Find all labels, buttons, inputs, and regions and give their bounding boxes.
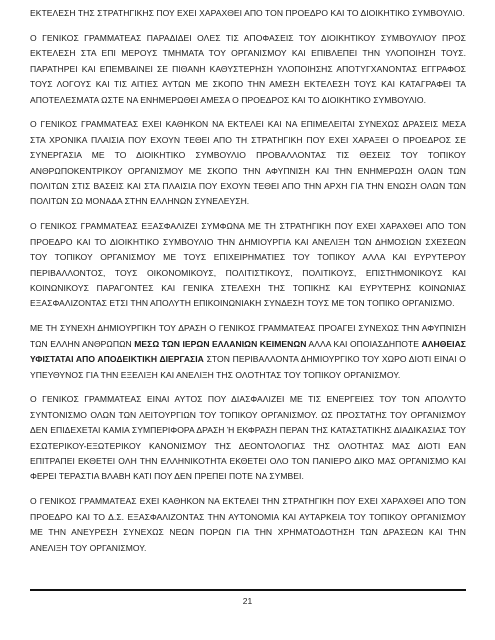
page-number: 21 — [242, 596, 253, 606]
footer-divider — [30, 589, 466, 591]
paragraph-2: Ο ΓΕΝΙΚΟΣ ΓΡΑΜΜΑΤΕΑΣ ΠΑΡΑΔΙΔΕΙ ΟΛΕΣ ΤΙΣ ΑΠΟΦΑΣΕΙΣ ΤΟΥ ΔΙΟΙΚΗΤΙΚΟΥ ΣΥΜΒΟΥΛΙΟΥ ΠΡΟΣ ΕΚΤΕΛΕΣΗ ΣΤΑ ΕΠΙ ΜΕΡΟΥΣ ΤΜΗΜΑΤΑ ΤΟΥ ΟΡΓΑΝΙΣΜΟΥ ΚΑΙ ΕΠΙΒΛΕΠΕΙ ΤΗΝ ΥΛΟΠΟΙΗΣΗ ΤΟΥΣ. ΠΑΡΑΤΗΡΕΙ ΚΑΙ ΕΠΕΜΒΑΙΝΕΙ ΣΕ ΠΙΘΑΝΗ ΚΑΘΥΣΤΕΡΗΣΗ ΥΛΟΠΟΙΗΣΗΣ ΑΠΟΤΥΓΧΑΝΟΝΤΑΣ ΕΓΓΡΑΦΟΣ ΤΟΥΣ ΛΟΓΟΥΣ ΚΑΙ ΤΙΣ ΑΙΤΙΕΣ ΑΥΤΩΝ ΜΕ ΣΚΟΠΟ ΤΗΝ ΑΜΕΣΗ ΕΚΤΕΛΕΣΗ ΤΟΥΣ ΚΑΙ ΚΑΤΑΓΡΑΦΕΙ ΤΑ ΑΠΟΤΕΛΕΣΜΑΤΑ ΩΣΤΕ ΝΑ ΕΝΗΜΕΡΩΘΕΙ ΑΜΕΣΑ Ο ΠΡΟΕΔΡΟΣ ΚΑΙ ΤΟ ΔΙΟΙΚΗΤΙΚΟ ΣΥΜΒΟΥΛΙΟ. — [30, 32, 466, 105]
paragraph-5 — [30, 321, 466, 383]
paragraph-4: Ο ΓΕΝΙΚΟΣ ΓΡΑΜΜΑΤΕΑΣ ΕΞΑΣΦΑΛΙΖΕΙ ΣΥΜΦΩΝΑ ΜΕ ΤΗ ΣΤΡΑΤΗΓΙΚΗ ΠΟΥ ΕΧΕΙ ΧΑΡΑΧΘΕΙ ΑΠΟ ΤΟΝ ΠΡΟΕΔΡΟ ΚΑΙ ΤΟ ΔΙΟΙΚΗΤΙΚΟ ΣΥΜΒΟΥΛΙΟ ΤΗΝ ΔΗΜΙΟΥΡΓΙΑ ΚΑΙ ΑΝΕΛΙΞΗ ΤΩΝ ΔΗΜΟΣΙΩΝ ΣΧΕΣΕΩΝ ΤΟΥ ΤΟΠΙΚΟΥ ΟΡΓΑΝΙΣΜΟΥ ΜΕ ΤΟΥΣ ΕΠΙΧΕΙΡΗΜΑΤΙΕΣ ΤΟΥ ΤΟΠΙΚΟΥ ΑΛΛΑ ΚΑΙ ΕΥΡΥΤΕΡΟΥ ΠΕΡΙΒΑΛΛΟΝΤΟΣ, ΤΟΥΣ ΟΙΚΟΝΟΜΙΚΟΥΣ, ΠΟΛΙΤΙΣΤΙΚΟΥΣ, ΠΟΛΙΤΙΚΟΥΣ, ΕΠΙΣΤΗΜΟΝΙΚΟΥΣ ΚΑΙ ΚΟΙΝΩΝΙΚΟΥΣ ΠΑΡΑΓΟΝΤΕΣ ΚΑΙ ΓΕΝΙΚΑ ΣΤΕΛΕΧΗ ΤΗΣ ΤΟΠΙΚΗΣ ΚΑΙ ΕΥΡΥΤΕΡΗΣ ΚΟΙΝΩΝΙΑΣ ΕΞΑΣΦΑΛΙΖΟΝΤΑΣ ΕΤΣΙ ΤΗΝ ΑΠΟΛΥΤΗ ΕΠΙΚΟΙΝΩΝΙΑΚΗ ΣΥΝΔΕΣΗ ΤΟΥΣ ΜΕ ΤΟΝ ΤΟΠΙΚΟ ΟΡΓΑΝΙΣΜΟ. — [30, 221, 466, 309]
paragraph-5-bold-b: ΑΛΗΘΕΙΑΣ ΥΦΙΣΤΑΤΑΙ ΑΠΟ ΑΠΟΔΕΙΚΤΙΚΗ ΔΙΕΡΓΑΣΙΑ — [30, 338, 466, 365]
paragraph-5-text-a: ΜΕ ΤΗ ΣΥΝΕΧΗ ΔΗΜΙΟΥΡΓΙΚΗ ΤΟΥ ΔΡΑΣΗ Ο ΓΕΝΙΚΟΣ ΓΡΑΜΜΑΤΕΑΣ ΠΡΟΑΓΕΙ ΣΥΝΕΧΩΣ ΤΗΝ ΑΦΥΠΝΙΣΗ ΤΩΝ ΕΛΛΗΝ ΑΝΘΡΩΠΩΝ — [30, 323, 466, 349]
paragraph-5-text-b: ΑΛΛΑ ΚΑΙ ΟΠΟΙΑΣΔΗΠΟΤΕ — [306, 338, 422, 349]
paragraph-5-bold-a: ΜΕΣΩ ΤΩΝ ΙΕΡΩΝ ΕΛΛΑΝΙΩΝ ΚΕΙΜΕΝΩΝ — [134, 338, 307, 349]
paragraph-1: ΕΚΤΕΛΕΣΗ ΤΗΣ ΣΤΡΑΤΗΓΙΚΗΣ ΠΟΥ ΕΧΕΙ ΧΑΡΑΧΘΕΙ ΑΠΟ ΤΟΝ ΠΡΟΕΔΡΟ ΚΑΙ ΤΟ ΔΙΟΙΚΗΤΙΚΟ ΣΥΜΒΟΥΛΙΟ. — [30, 8, 465, 18]
document-body — [30, 6, 466, 566]
paragraph-3: Ο ΓΕΝΙΚΟΣ ΓΡΑΜΜΑΤΕΑΣ ΕΧΕΙ ΚΑΘΗΚΟΝ ΝΑ ΕΚΤΕΛΕΙ ΚΑΙ ΝΑ ΕΠΙΜΕΛΕΙΤΑΙ ΣΥΝΕΧΩΣ ΔΡΑΣΕΙΣ ΜΕΣΑ ΣΤΑ ΧΡΟΝΙΚΑ ΠΛΑΙΣΙΑ ΠΟΥ ΕΧΟΥΝ ΤΕΘΕΙ ΑΠΟ ΤΗ ΣΤΡΑΤΗΓΙΚΗ ΠΟΥ ΕΧΕΙ ΧΑΡΑΞΕΙ Ο ΠΡΟΕΔΡΟΣ ΣΕ ΣΥΝΕΡΓΑΣΙΑ ΜΕ ΤΟ ΔΙΟΙΚΗΤΙΚΟ ΣΥΜΒΟΥΛΙΟ ΠΡΟΒΑΛΛΟΝΤΑΣ ΤΙΣ ΘΕΣΕΙΣ ΤΟΥ ΤΟΠΙΚΟΥ ΑΝΘΡΩΠΟΚΕΝΤΡΙΚΟΥ ΟΡΓΑΝΙΣΜΟΥ ΜΕ ΣΚΟΠΟ ΤΗΝ ΑΦΥΠΝΙΣΗ ΚΑΙ ΤΗΝ ΕΝΗΜΕΡΩΣΗ ΟΛΩΝ ΤΩΝ ΠΟΛΙΤΩΝ ΣΤΙΣ ΒΑΣΕΙΣ ΚΑΙ ΣΤΑ ΠΛΑΙΣΙΑ ΠΟΥ ΕΧΟΥΝ ΤΕΘΕΙ ΑΠΟ ΤΗΝ ΑΡΧΗ ΓΙΑ ΤΗΝ ΕΝΩΣΗ ΟΛΩΝ ΤΩΝ ΠΟΛΙΤΩΝ ΣΩ ΜΟΝΑΔΑ ΣΤΗΝ ΕΛΛΗΝΩΝ ΣΥΝΕΛΕΥΣΗ. — [30, 119, 466, 207]
paragraph-5-text-c: ΣΤΟΝ ΠΕΡΙΒΑΛΛΟΝΤΑ ΔΗΜΙΟΥΡΓΙΚΟ ΤΟΥ ΧΩΡΟ ΔΙΟΤΙ ΕΙΝΑΙ Ο ΥΠΕΥΘΥΝΟΣ ΓΙΑ ΤΗΝ ΕΞΕΛΙΞΗ ΚΑΙ ΑΝΕΛΙΞΗ ΤΗΣ ΟΛΟΤΗΤΑΣ ΤΟΥ ΤΟΠΙΚΟΥ ΟΡΓΑΝΙΣΜΟΥ. — [30, 354, 467, 380]
paragraph-6: Ο ΓΕΝΙΚΟΣ ΓΡΑΜΜΑΤΕΑΣ ΕΙΝΑΙ ΑΥΤΟΣ ΠΟΥ ΔΙΑΣΦΑΛΙΖΕΙ ΜΕ ΤΙΣ ΕΝΕΡΓΕΙΕΣ ΤΟΥ ΤΟΝ ΑΠΟΛΥΤΟ ΣΥΝΤΟΝΙΣΜΟ ΟΛΩΝ ΤΩΝ ΛΕΙΤΟΥΡΓΙΩΝ ΤΟΥ ΤΟΠΙΚΟΥ ΟΡΓΑΝΙΣΜΟΥ. ΩΣ ΠΡΟΣΤΑΤΗΣ ΤΟΥ ΟΡΓΑΝΙΣΜΟΥ ΔΕΝ ΕΠΙΔΕΧΕΤΑΙ ΚΑΜΙΑ ΣΥΜΠΕΡΙΦΟΡΑ ΔΡΑΣΗ Ή ΕΚΦΡΑΣΗ ΠΕΡΑΝ ΤΗΣ ΚΑΤΑΣΤΑΤΙΚΗΣ ΔΙΑΔΙΚΑΣΙΑΣ ΤΟΥ ΕΣΩΤΕΡΙΚΟΥ-ΕΞΩΤΕΡΙΚΟΥ ΚΑΝΟΝΙΣΜΟΥ ΤΗΣ ΔΕΟΝΤΟΛΟΓΙΑΣ ΤΗΣ ΟΛΟΤΗΤΑΣ ΜΑΣ ΔΙΟΤΙ ΕΑΝ ΕΠΙΤΡΑΠΕΙ ΕΚΘΕΤΕΙ ΟΛΗ ΤΗΝ ΕΛΛΗΝΙΚΟΤΗΤΑ ΕΚΘΕΤΕΙ ΟΛΟ ΤΟΝ ΠΑΝΙΕΡΟ ΔΙΚΟ ΜΑΣ ΟΡΓΑΝΙΣΜΟ ΚΑΙ ΦΕΡΕΙ ΤΕΡΑΣΤΙΑ ΒΛΑΒΗ ΚΑΤΙ ΠΟΥ ΔΕΝ ΠΡΕΠΕΙ ΠΟΤΕ ΝΑ ΣΥΜΒΕΙ. — [30, 394, 466, 482]
paragraph-7: Ο ΓΕΝΙΚΟΣ ΓΡΑΜΜΑΤΕΑΣ ΕΧΕΙ ΚΑΘΗΚΟΝ ΝΑ ΕΚΤΕΛΕΙ ΤΗΝ ΣΤΡΑΤΗΓΙΚΗ ΠΟΥ ΕΧΕΙ ΧΑΡΑΧΘΕΙ ΑΠΟ ΤΟΝ ΠΡΟΕΔΡΟ ΚΑΙ ΤΟ Δ.Σ. ΕΞΑΣΦΑΛΙΖΟΝΤΑΣ ΤΗΝ ΑΥΤΟΝΟΜΙΑ ΚΑΙ ΑΥΤΑΡΚΕΙΑ ΤΟΥ ΤΟΠΙΚΟΥ ΟΡΓΑΝΙΣΜΟΥ ΜΕ ΤΗΝ ΑΝΕΥΡΕΣΗ ΣΥΝΕΧΩΣ ΝΕΩΝ ΠΟΡΩΝ ΓΙΑ ΤΗΝ ΧΡΗΜΑΤΟΔΟΤΗΣΗ ΤΩΝ ΔΡΑΣΕΩΝ ΚΑΙ ΤΗΝ ΑΝΕΛΙΞΗ ΤΟΥ ΟΡΓΑΝΙΣΜΟΥ. — [30, 496, 466, 553]
